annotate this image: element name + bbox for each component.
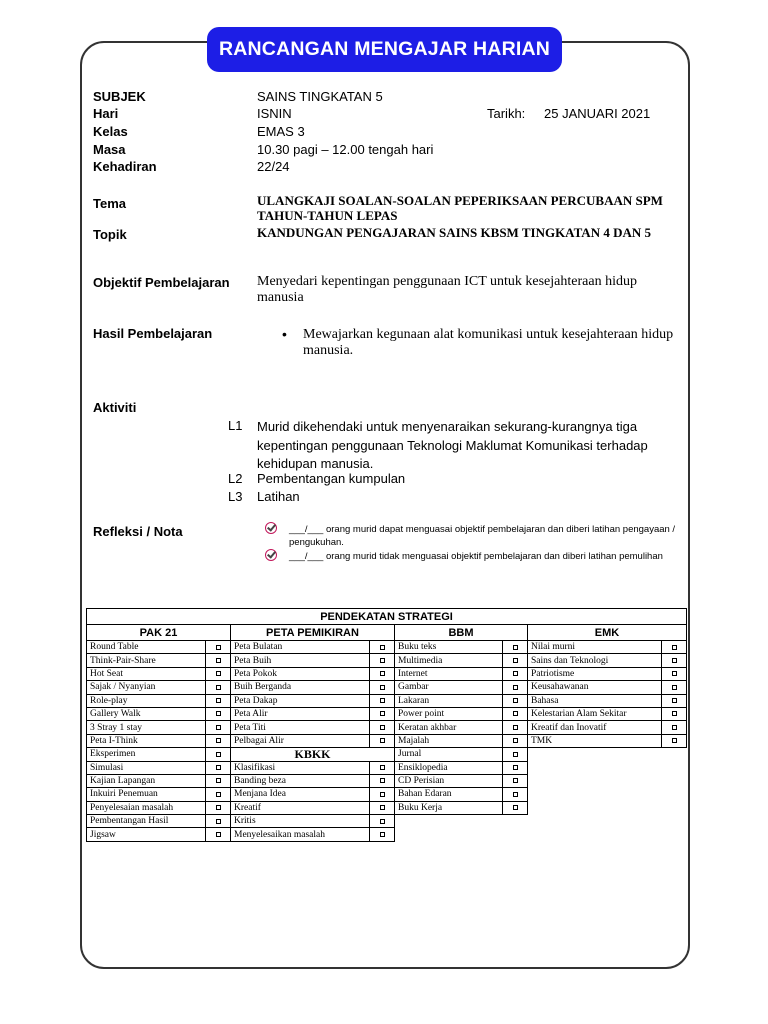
strategy-option-label: Lakaran: [395, 694, 503, 707]
strategy-option-label: Buih Berganda: [231, 681, 370, 694]
hasil-label: Hasil Pembelajaran: [93, 326, 213, 341]
checkbox[interactable]: [380, 832, 385, 837]
strategy-option-label: Gallery Walk: [87, 707, 206, 720]
checkbox-cell[interactable]: [370, 694, 395, 707]
kelas-value: EMAS 3: [257, 124, 305, 139]
objektif-label: Objektif Pembelajaran: [93, 275, 230, 290]
checkbox[interactable]: [672, 725, 677, 730]
table-row: [87, 774, 687, 787]
strategy-option-label: Role-play: [87, 694, 206, 707]
strategy-option-label: Penyelesaian masalah: [87, 801, 206, 814]
aktiviti-code: L2: [228, 471, 243, 486]
checkbox-cell[interactable]: [206, 667, 231, 680]
checkmark-icon: [265, 549, 277, 561]
checkbox-cell[interactable]: [503, 734, 528, 747]
checkbox-cell[interactable]: [206, 815, 231, 828]
checkbox[interactable]: [513, 805, 518, 810]
checkbox[interactable]: [513, 658, 518, 663]
strategy-option-label: Internet: [395, 667, 503, 680]
checkbox-cell[interactable]: [206, 774, 231, 787]
checkbox-cell[interactable]: [503, 707, 528, 720]
checkbox-cell[interactable]: [370, 641, 395, 654]
hasil-value: Mewajarkan kegunaan alat komunikasi untuk kesejahteraan hidup manusia.: [303, 327, 674, 358]
table-row: [87, 761, 687, 774]
empty-cell: [528, 748, 662, 761]
topik-label: Topik: [93, 227, 127, 242]
table-row: [87, 828, 687, 841]
strategy-option-label: Sains dan Teknologi: [528, 654, 662, 667]
strategy-option-label: Menyelesaikan masalah: [231, 828, 370, 841]
checkbox[interactable]: [380, 658, 385, 663]
strategy-option-label: Bahan Edaran: [395, 788, 503, 801]
checkbox[interactable]: [216, 725, 221, 730]
empty-cell: [528, 761, 662, 774]
strategy-option-label: Kajian Lapangan: [87, 774, 206, 787]
table-row: [87, 654, 687, 667]
strategy-option-label: Gambar: [395, 681, 503, 694]
checkbox[interactable]: [216, 711, 221, 716]
page-title: RANCANGAN MENGAJAR HARIAN: [207, 27, 562, 72]
strategy-option-label: Buku Kerja: [395, 801, 503, 814]
strategy-option-label: Jurnal: [395, 748, 503, 761]
table-row: [87, 667, 687, 680]
strategy-option-label: Multimedia: [395, 654, 503, 667]
checkbox-cell[interactable]: [503, 681, 528, 694]
empty-cell: [395, 828, 503, 841]
checkbox[interactable]: [216, 738, 221, 743]
checkbox[interactable]: [216, 671, 221, 676]
topik-value: KANDUNGAN PENGAJARAN SAINS KBSM TINGKATAN 4 DAN 5: [257, 225, 651, 240]
hari-value: ISNIN: [257, 106, 292, 121]
checkbox-cell[interactable]: [503, 761, 528, 774]
empty-cell: [528, 801, 662, 814]
table-row: [87, 815, 687, 828]
checkbox[interactable]: [672, 685, 677, 690]
checkbox[interactable]: [380, 645, 385, 650]
checkbox-cell[interactable]: [503, 801, 528, 814]
checkbox[interactable]: [513, 698, 518, 703]
kbkk-header: KBKK: [231, 748, 395, 761]
checkbox[interactable]: [672, 645, 677, 650]
checkbox[interactable]: [513, 752, 518, 757]
strategy-option-label: 3 Stray 1 stay: [87, 721, 206, 734]
checkbox[interactable]: [672, 738, 677, 743]
aktiviti-text: Pembentangan kumpulan: [257, 471, 406, 486]
strategy-option-label: Kreatif: [231, 801, 370, 814]
checkbox[interactable]: [380, 738, 385, 743]
strategy-option-label: Banding beza: [231, 774, 370, 787]
checkbox-cell[interactable]: [503, 788, 528, 801]
checkbox[interactable]: [216, 685, 221, 690]
empty-cell: [662, 761, 687, 774]
empty-cell: [395, 815, 503, 828]
column-header: EMK: [528, 625, 687, 641]
checkbox-cell[interactable]: [370, 828, 395, 841]
hasil-bullet: •: [282, 326, 287, 342]
checkbox[interactable]: [216, 832, 221, 837]
checkbox-cell[interactable]: [662, 734, 687, 747]
checkbox[interactable]: [216, 645, 221, 650]
checkbox-cell[interactable]: [206, 734, 231, 747]
checkbox-cell[interactable]: [206, 828, 231, 841]
checkbox-cell[interactable]: [503, 774, 528, 787]
checkbox-cell[interactable]: [206, 641, 231, 654]
checkbox-cell[interactable]: [662, 681, 687, 694]
checkbox[interactable]: [216, 698, 221, 703]
empty-cell: [528, 788, 662, 801]
strategy-option-label: Peta Bulatan: [231, 641, 370, 654]
refleksi-item: ___/___ orang murid tidak menguasai objektif pembelajaran dan diberi latihan pemulihan: [289, 551, 663, 562]
strategy-option-label: Sajak / Nyanyian: [87, 681, 206, 694]
checkbox[interactable]: [380, 671, 385, 676]
checkbox[interactable]: [380, 765, 385, 770]
checkbox[interactable]: [380, 819, 385, 824]
empty-cell: [662, 815, 687, 828]
strategy-option-label: Peta Dakap: [231, 694, 370, 707]
column-header: BBM: [395, 625, 528, 641]
strategy-option-label: Patriotisme: [528, 667, 662, 680]
strategy-option-label: Peta Titi: [231, 721, 370, 734]
checkbox[interactable]: [216, 792, 221, 797]
strategy-option-label: Simulasi: [87, 761, 206, 774]
checkbox[interactable]: [216, 819, 221, 824]
checkbox-cell[interactable]: [370, 667, 395, 680]
checkbox-cell[interactable]: [206, 721, 231, 734]
checkbox-cell[interactable]: [370, 721, 395, 734]
empty-cell: [662, 788, 687, 801]
checkbox[interactable]: [672, 711, 677, 716]
checkbox[interactable]: [513, 711, 518, 716]
table-row: [87, 748, 687, 761]
strategy-option-label: CD Perisian: [395, 774, 503, 787]
strategy-option-label: Bahasa: [528, 694, 662, 707]
checkbox[interactable]: [513, 725, 518, 730]
strategy-header: PENDEKATAN STRATEGI: [87, 609, 687, 625]
checkbox-cell[interactable]: [370, 734, 395, 747]
tarikh-label: Tarikh:: [487, 106, 526, 121]
masa-value: 10.30 pagi – 12.00 tengah hari: [257, 142, 434, 157]
checkbox-cell[interactable]: [503, 667, 528, 680]
checkbox-cell[interactable]: [662, 667, 687, 680]
checkbox-cell[interactable]: [662, 641, 687, 654]
empty-cell: [662, 774, 687, 787]
table-row: [87, 801, 687, 814]
checkbox-cell[interactable]: [370, 707, 395, 720]
strategy-option-label: Round Table: [87, 641, 206, 654]
empty-cell: [528, 828, 662, 841]
column-header: PETA PEMIKIRAN: [231, 625, 395, 641]
refleksi-label: Refleksi / Nota: [93, 524, 183, 539]
checkbox-cell[interactable]: [503, 694, 528, 707]
tema-value: ULANGKAJI SOALAN-SOALAN PEPERIKSAAN PERCUBAAN SPM TAHUN-TAHUN LEPAS: [257, 193, 663, 223]
empty-cell: [662, 748, 687, 761]
table-row: [87, 681, 687, 694]
checkbox[interactable]: [513, 738, 518, 743]
strategy-option-label: Pelbagai Alir: [231, 734, 370, 747]
kelas-label: Kelas: [93, 124, 128, 139]
strategy-option-label: TMK: [528, 734, 662, 747]
column-header: PAK 21: [87, 625, 231, 641]
checkbox-cell[interactable]: [206, 748, 231, 761]
strategy-option-label: Nilai murni: [528, 641, 662, 654]
checkbox[interactable]: [513, 778, 518, 783]
checkbox-cell[interactable]: [503, 748, 528, 761]
strategy-option-label: Buku teks: [395, 641, 503, 654]
checkbox[interactable]: [380, 805, 385, 810]
checkbox[interactable]: [672, 698, 677, 703]
checkbox-cell[interactable]: [503, 654, 528, 667]
strategy-option-label: Ensiklopedia: [395, 761, 503, 774]
checkbox[interactable]: [513, 671, 518, 676]
aktiviti-text: Latihan: [257, 489, 300, 504]
strategy-option-label: Eksperimen: [87, 748, 206, 761]
tema-label: Tema: [93, 196, 126, 211]
checkbox[interactable]: [513, 645, 518, 650]
aktiviti-code: L3: [228, 489, 243, 504]
checkbox-cell[interactable]: [206, 761, 231, 774]
checkbox-cell[interactable]: [206, 681, 231, 694]
strategy-option-label: Peta Pokok: [231, 667, 370, 680]
strategy-option-label: Peta Alir: [231, 707, 370, 720]
strategy-option-label: Peta I-Think: [87, 734, 206, 747]
masa-label: Masa: [93, 142, 126, 157]
aktiviti-code: L1: [228, 418, 243, 433]
checkbox-cell[interactable]: [662, 694, 687, 707]
checkbox-cell[interactable]: [370, 654, 395, 667]
checkbox[interactable]: [513, 765, 518, 770]
strategy-option-label: Keratan akhbar: [395, 721, 503, 734]
checkbox[interactable]: [380, 711, 385, 716]
table-row: [87, 721, 687, 734]
checkbox[interactable]: [216, 658, 221, 663]
checkbox-cell[interactable]: [662, 707, 687, 720]
strategy-option-label: Jigsaw: [87, 828, 206, 841]
table-row: [87, 734, 687, 747]
checkbox-cell[interactable]: [662, 721, 687, 734]
strategy-table: [86, 608, 687, 842]
checkbox-cell[interactable]: [206, 694, 231, 707]
checkbox[interactable]: [672, 671, 677, 676]
strategy-option-label: Power point: [395, 707, 503, 720]
checkbox-cell[interactable]: [370, 801, 395, 814]
strategy-option-label: Majalah: [395, 734, 503, 747]
table-row: [87, 641, 687, 654]
checkbox-cell[interactable]: [206, 707, 231, 720]
strategy-option-label: Peta Buih: [231, 654, 370, 667]
checkbox-cell[interactable]: [503, 641, 528, 654]
checkbox-cell[interactable]: [370, 815, 395, 828]
checkbox[interactable]: [513, 792, 518, 797]
table-row: [87, 707, 687, 720]
strategy-option-label: Klasifikasi: [231, 761, 370, 774]
empty-cell: [528, 815, 662, 828]
strategy-option-label: Hot Seat: [87, 667, 206, 680]
empty-cell: [662, 801, 687, 814]
checkbox[interactable]: [380, 778, 385, 783]
subjek-label: SUBJEK: [93, 89, 146, 104]
strategy-option-label: Inkuiri Penemuan: [87, 788, 206, 801]
table-row: [87, 694, 687, 707]
objektif-value: Menyedari kepentingan penggunaan ICT untuk kesejahteraan hidup manusia: [257, 274, 637, 305]
table-row: [87, 788, 687, 801]
checkbox[interactable]: [513, 685, 518, 690]
aktiviti-text: Murid dikehendaki untuk menyenaraikan sekurang-kurangnya tiga kepentingan penggunaan Teknologi Maklumat Komunikasi terhadap kehidupan manusia.: [257, 419, 648, 471]
checkbox-cell[interactable]: [206, 801, 231, 814]
checkbox-cell[interactable]: [370, 774, 395, 787]
strategy-option-label: Think-Pair-Share: [87, 654, 206, 667]
checkbox[interactable]: [216, 778, 221, 783]
checkbox[interactable]: [672, 658, 677, 663]
checkbox[interactable]: [216, 765, 221, 770]
aktiviti-label: Aktiviti: [93, 400, 137, 415]
checkbox-cell[interactable]: [370, 788, 395, 801]
empty-cell: [503, 828, 528, 841]
kehadiran-label: Kehadiran: [93, 159, 157, 174]
checkbox[interactable]: [380, 685, 385, 690]
strategy-option-label: Kelestarian Alam Sekitar: [528, 707, 662, 720]
strategy-option-label: Kritis: [231, 815, 370, 828]
checkbox[interactable]: [380, 792, 385, 797]
checkbox-cell[interactable]: [370, 681, 395, 694]
checkbox[interactable]: [380, 725, 385, 730]
refleksi-item: ___/___ orang murid dapat menguasai objektif pembelajaran dan diberi latihan pengayaan / pengukuhan.: [289, 524, 676, 548]
checkbox[interactable]: [380, 698, 385, 703]
checkbox-cell[interactable]: [662, 654, 687, 667]
kehadiran-value: 22/24: [257, 159, 290, 174]
empty-cell: [528, 774, 662, 787]
tarikh-value: 25 JANUARI 2021: [544, 106, 651, 121]
empty-cell: [503, 815, 528, 828]
checkbox[interactable]: [216, 805, 221, 810]
checkbox-cell[interactable]: [503, 721, 528, 734]
subjek-value: SAINS TINGKATAN 5: [257, 89, 383, 104]
strategy-option-label: Kreatif dan Inovatif: [528, 721, 662, 734]
empty-cell: [662, 828, 687, 841]
checkbox-cell[interactable]: [206, 788, 231, 801]
hari-label: Hari: [93, 106, 119, 121]
checkmark-icon: [265, 522, 277, 534]
checkbox-cell[interactable]: [370, 761, 395, 774]
strategy-option-label: Keusahawanan: [528, 681, 662, 694]
strategy-option-label: Menjana Idea: [231, 788, 370, 801]
checkbox[interactable]: [216, 752, 221, 757]
checkbox-cell[interactable]: [206, 654, 231, 667]
strategy-option-label: Pembentangan Hasil: [87, 815, 206, 828]
